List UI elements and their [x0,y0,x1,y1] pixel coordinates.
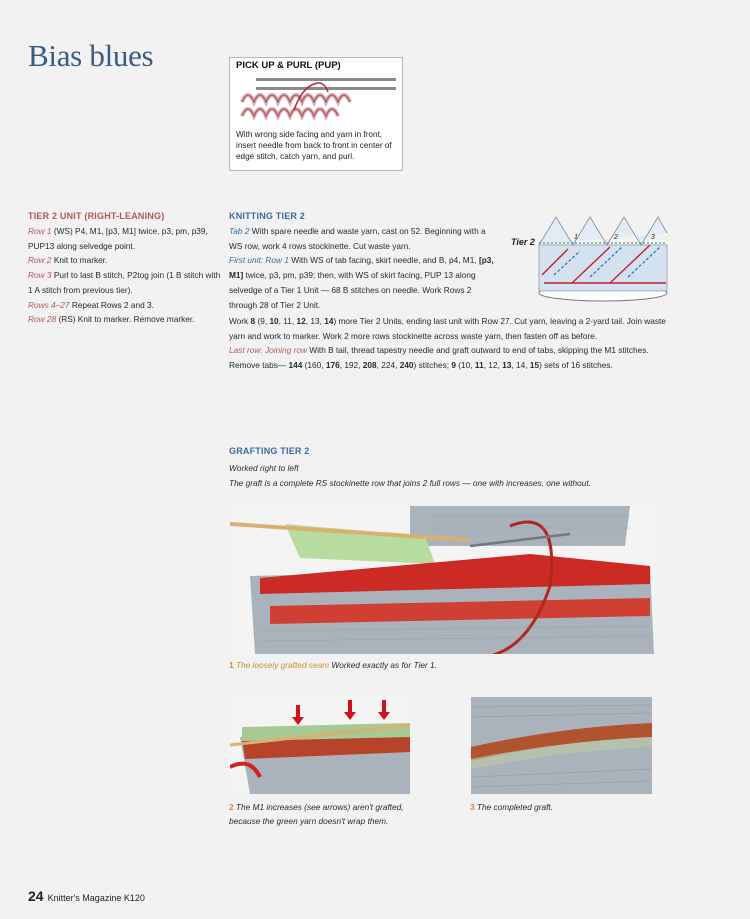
pup-sidebar-box [229,57,403,171]
photo-m1-increases [230,697,410,794]
pup-title: PICK UP & PURL (PUP) [236,60,341,71]
tab-instruction: Tab 2 With spare needle and waste yarn, cast on 52. Beginning with a WS row, work 4 rows stockinette. Cut waste yarn. [229,226,486,251]
work-units-instruction: Work 8 (9, 10, 11, 12, 13, 14) more Tier 2 Units, ending last unit with Row 27. Cut yarn, leaving a 2-yard tail. Join waste yarn and work to marker. Work 2 more rows stockinette across waste yarn, then fasten off as before. [229,316,666,341]
photo-completed-graft [471,697,652,794]
knitting-tier2-text-wide [229,314,669,373]
tier2-unit-rows [28,224,223,327]
caption-2: 2 The M1 increases (see arrows) aren't grafted, because the green yarn doesn't wrap them. [229,802,404,826]
row-instruction: Row 28 (RS) Knit to marker. Remove marker. [28,314,195,325]
magazine-name: Knitter's Magazine K120 [47,893,145,903]
tier-schematic-diagram [510,213,675,308]
row-instruction: Row 2 Knit to marker. [28,255,108,266]
row-instruction: Row 3 Purl to last B stitch, P2tog join (1 B stitch with 1 A stitch from previous tier). [28,270,221,295]
photo-grafted-seam [230,506,654,654]
caption-1: 1 The loosely grafted seam Worked exactly as for Tier 1. [229,660,437,670]
row-instruction: Rows 4–27 Repeat Rows 2 and 3. [28,299,154,310]
knitting-tier2-heading: KNITTING TIER 2 [229,211,306,221]
pup-illustration [234,72,400,128]
grafting-subtitle [229,461,669,490]
page-number: 24 [28,888,44,904]
page-footer [28,888,145,904]
joining-row-instruction: Last row: Joining row With B tail, thread tapestry needle and graft outward to end of tabs, skipping the M1 stitches. Remove tabs— 144 (160, 176, 192, 208, 224, 240) stitches; 9 (10, 11, 12, 13, 14, 15) sets of 16 stitches. [229,345,649,371]
unit-label: 1 [574,234,578,241]
unit-label: 2 [614,234,618,241]
tier-label: Tier 2 [511,237,535,247]
first-unit-instruction: First unit: Row 1 With WS of tab facing, skirt needle, and B, p4, M1, [p3, M1] twice, p3, pm, p39; then, with WS of skirt facing, PUP 13 along selvedge of a Tier 1 Unit — 68 B stitches on needle. Work Rows 2 through 28 of Tier 2 Unit. [229,255,494,310]
page-title: Bias blues [28,38,154,73]
grafting-description: The graft is a complete RS stockinette row that joins 2 full rows — one with increases, one without. [229,477,592,488]
unit-label: 3 [651,234,655,241]
pup-instructions: With wrong side facing and yarn in front, insert needle from back to front in center of edge stitch, catch yarn, and purl. [236,130,392,161]
knitting-tier2-text [229,224,501,312]
caption-3: 3 The completed graft. [470,802,554,812]
grafting-tier2-heading: GRAFTING TIER 2 [229,446,310,456]
grafting-direction: Worked right to left [229,463,299,473]
row-instruction: Row 1 (WS) P4, M1, [p3, M1] twice, p3, pm, p39, PUP13 along selvedge point. [28,226,208,251]
tier2-unit-heading: TIER 2 UNIT (RIGHT-LEANING) [28,211,165,221]
